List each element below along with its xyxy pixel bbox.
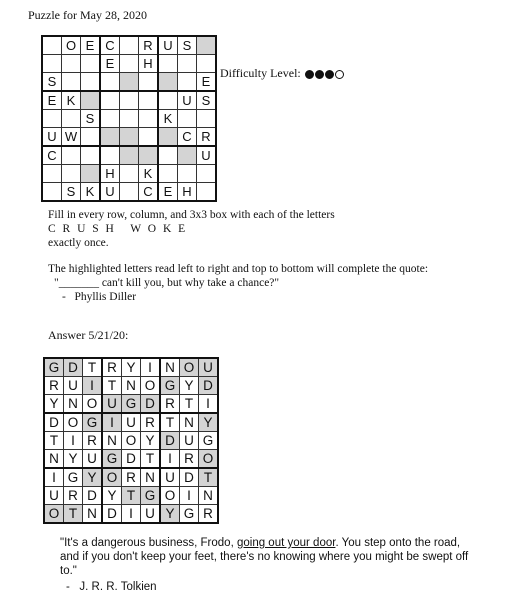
grid-cell: E — [158, 183, 178, 202]
grid-cell: D — [83, 487, 103, 505]
grid-cell: C — [139, 183, 159, 202]
grid-cell: O — [199, 450, 219, 469]
grid-cell: G — [180, 505, 199, 524]
grid-cell: U — [102, 395, 122, 414]
grid-cell: T — [160, 413, 180, 432]
grid-row — [44, 468, 218, 487]
grid-cell — [42, 55, 62, 73]
answer-quote-author: - J. R. R. Tolkien — [66, 581, 157, 593]
grid-row — [44, 413, 218, 432]
answer-title: Answer 5/21/20: — [48, 328, 129, 342]
grid-cell: T — [141, 450, 161, 469]
grid-cell: U — [42, 128, 62, 147]
quote-prompt — [48, 262, 428, 304]
grid-cell: O — [160, 487, 180, 505]
grid-cell — [139, 146, 159, 165]
grid-cell: R — [122, 468, 141, 487]
grid-cell — [120, 55, 139, 73]
grid-cell: Y — [180, 377, 199, 395]
quote-prompt-quote: "_______ can't kill you, but why take a chance?" — [54, 277, 280, 289]
grid-cell: S — [42, 73, 62, 92]
grid-cell: T — [83, 358, 103, 377]
difficulty-level — [220, 66, 344, 81]
grid-cell — [197, 165, 217, 183]
grid-row — [44, 487, 218, 505]
grid-cell: Y — [44, 395, 64, 414]
difficulty-label: Difficulty Level: — [220, 66, 301, 80]
grid-cell — [120, 165, 139, 183]
grid-cell: G — [83, 413, 103, 432]
grid-cell: U — [180, 432, 199, 450]
grid-cell: U — [178, 91, 197, 110]
grid-cell: O — [62, 36, 81, 55]
grid-cell: E — [100, 55, 120, 73]
grid-cell: I — [44, 468, 64, 487]
grid-row — [44, 358, 218, 377]
grid-cell — [158, 128, 178, 147]
grid-cell: U — [64, 377, 83, 395]
answer-quote — [60, 536, 480, 594]
difficulty-dot — [315, 70, 324, 79]
grid-cell: D — [180, 468, 199, 487]
grid-cell: Y — [199, 413, 219, 432]
grid-cell: U — [122, 413, 141, 432]
grid-cell — [178, 110, 197, 128]
grid-cell: G — [199, 432, 219, 450]
grid-cell: N — [160, 358, 180, 377]
grid-cell — [178, 55, 197, 73]
grid-cell — [42, 165, 62, 183]
grid-cell — [100, 128, 120, 147]
grid-row — [42, 128, 216, 147]
grid-cell: R — [102, 358, 122, 377]
grid-cell — [62, 55, 81, 73]
grid-cell — [81, 128, 101, 147]
grid-cell — [158, 91, 178, 110]
grid-cell: H — [178, 183, 197, 202]
grid-cell — [100, 110, 120, 128]
grid-cell: Y — [64, 450, 83, 469]
grid-cell — [81, 91, 101, 110]
grid-cell: T — [199, 468, 219, 487]
grid-cell: R — [139, 36, 159, 55]
grid-cell: C — [42, 146, 62, 165]
grid-cell: G — [141, 487, 161, 505]
grid-cell: U — [83, 450, 103, 469]
grid-cell: I — [83, 377, 103, 395]
answer-quote-underlined: going out your door — [236, 537, 336, 549]
instructions — [48, 208, 335, 250]
grid-cell — [81, 73, 101, 92]
grid-cell: N — [64, 395, 83, 414]
grid-cell — [158, 165, 178, 183]
puzzle-title: Puzzle for May 28, 2020 — [28, 8, 147, 22]
grid-cell: R — [180, 450, 199, 469]
grid-row — [44, 432, 218, 450]
grid-cell: R — [197, 128, 217, 147]
difficulty-dot — [325, 70, 334, 79]
grid-cell — [100, 73, 120, 92]
grid-row — [44, 395, 218, 414]
grid-cell: H — [100, 165, 120, 183]
grid-cell: S — [178, 36, 197, 55]
grid-cell — [139, 91, 159, 110]
grid-cell: Y — [141, 432, 161, 450]
grid-cell: O — [122, 432, 141, 450]
grid-cell: D — [199, 377, 219, 395]
answer-quote-text: . You step onto the road, and if you don't keep your feet, there's no knowing where you might be swept off to." — [60, 537, 469, 577]
instructions-line: Fill in every row, column, and 3x3 box with each of the letters — [48, 209, 335, 221]
grid-cell: U — [100, 183, 120, 202]
grid-cell — [120, 183, 139, 202]
grid-cell: O — [141, 377, 161, 395]
grid-cell: U — [44, 487, 64, 505]
grid-cell — [178, 73, 197, 92]
instructions-line: exactly once. — [48, 237, 109, 249]
grid-cell — [62, 73, 81, 92]
grid-cell: E — [197, 73, 217, 92]
grid-cell: U — [197, 146, 217, 165]
grid-cell: E — [42, 91, 62, 110]
grid-cell — [81, 165, 101, 183]
grid-cell — [158, 146, 178, 165]
grid-cell: U — [160, 468, 180, 487]
grid-cell: D — [102, 505, 122, 524]
grid-cell: T — [102, 377, 122, 395]
grid-cell: K — [62, 91, 81, 110]
answer-quote-text: "It's a dangerous business, Frodo, — [60, 537, 237, 549]
grid-cell — [197, 55, 217, 73]
grid-cell: T — [44, 432, 64, 450]
grid-row — [44, 450, 218, 469]
grid-row — [42, 73, 216, 92]
grid-cell — [197, 110, 217, 128]
grid-row — [44, 505, 218, 524]
grid-cell — [120, 36, 139, 55]
grid-cell: O — [83, 395, 103, 414]
grid-cell: O — [64, 413, 83, 432]
difficulty-dot — [305, 70, 314, 79]
grid-cell: R — [141, 413, 161, 432]
grid-cell: Y — [102, 487, 122, 505]
grid-cell — [100, 146, 120, 165]
grid-cell: I — [199, 395, 219, 414]
grid-row — [42, 146, 216, 165]
grid-cell: R — [64, 487, 83, 505]
grid-cell: C — [178, 128, 197, 147]
grid-cell — [120, 110, 139, 128]
grid-cell — [42, 110, 62, 128]
grid-cell — [81, 146, 101, 165]
grid-cell — [178, 165, 197, 183]
difficulty-dot — [335, 70, 344, 79]
grid-cell — [197, 183, 217, 202]
grid-cell: K — [158, 110, 178, 128]
grid-cell: N — [122, 377, 141, 395]
grid-cell: N — [83, 505, 103, 524]
grid-cell — [42, 183, 62, 202]
grid-cell — [62, 165, 81, 183]
grid-cell: D — [64, 358, 83, 377]
grid-cell — [62, 110, 81, 128]
grid-cell — [158, 55, 178, 73]
grid-cell — [178, 146, 197, 165]
grid-cell — [120, 146, 139, 165]
grid-row — [42, 165, 216, 183]
grid-row — [42, 91, 216, 110]
grid-cell — [120, 91, 139, 110]
grid-cell: I — [64, 432, 83, 450]
grid-cell — [100, 91, 120, 110]
grid-cell: S — [197, 91, 217, 110]
difficulty-dots — [304, 66, 344, 80]
grid-cell: Y — [83, 468, 103, 487]
grid-row — [42, 55, 216, 73]
puzzle-grid — [41, 35, 217, 202]
grid-cell: G — [122, 395, 141, 414]
grid-cell: K — [81, 183, 101, 202]
grid-cell: S — [81, 110, 101, 128]
grid-cell — [62, 146, 81, 165]
grid-cell: G — [44, 358, 64, 377]
grid-cell — [139, 110, 159, 128]
grid-cell: O — [102, 468, 122, 487]
grid-cell: N — [199, 487, 219, 505]
grid-cell: G — [160, 377, 180, 395]
grid-cell: O — [180, 358, 199, 377]
grid-cell — [42, 36, 62, 55]
grid-cell — [139, 128, 159, 147]
grid-cell: Y — [160, 505, 180, 524]
grid-cell: I — [160, 450, 180, 469]
grid-cell: T — [180, 395, 199, 414]
grid-cell: U — [199, 358, 219, 377]
grid-cell: I — [122, 505, 141, 524]
grid-cell: G — [102, 450, 122, 469]
grid-row — [42, 36, 216, 55]
grid-cell — [81, 55, 101, 73]
grid-cell: I — [141, 358, 161, 377]
grid-cell: G — [64, 468, 83, 487]
grid-cell: R — [160, 395, 180, 414]
grid-cell: D — [122, 450, 141, 469]
grid-cell: S — [62, 183, 81, 202]
grid-cell — [120, 128, 139, 147]
grid-cell: C — [100, 36, 120, 55]
grid-cell — [158, 73, 178, 92]
grid-cell: W — [62, 128, 81, 147]
grid-cell: N — [180, 413, 199, 432]
grid-cell: T — [64, 505, 83, 524]
grid-cell — [139, 73, 159, 92]
grid-cell: N — [102, 432, 122, 450]
grid-cell: I — [102, 413, 122, 432]
grid-cell: D — [44, 413, 64, 432]
quote-prompt-author: - Phyllis Diller — [62, 291, 137, 303]
grid-cell: D — [141, 395, 161, 414]
grid-cell: T — [122, 487, 141, 505]
grid-cell: H — [139, 55, 159, 73]
grid-cell: R — [199, 505, 219, 524]
grid-cell — [197, 36, 217, 55]
grid-cell: U — [141, 505, 161, 524]
grid-cell: E — [81, 36, 101, 55]
grid-cell: D — [160, 432, 180, 450]
grid-row — [42, 110, 216, 128]
grid-cell: K — [139, 165, 159, 183]
instructions-letters: C R U S H W O K E — [48, 223, 188, 235]
answer-grid — [43, 357, 219, 524]
grid-cell: U — [158, 36, 178, 55]
grid-row — [44, 377, 218, 395]
grid-row — [42, 183, 216, 202]
grid-cell: O — [44, 505, 64, 524]
grid-cell: R — [83, 432, 103, 450]
grid-cell: N — [141, 468, 161, 487]
grid-cell: R — [44, 377, 64, 395]
grid-cell: Y — [122, 358, 141, 377]
grid-cell: N — [44, 450, 64, 469]
grid-cell: I — [180, 487, 199, 505]
grid-cell — [120, 73, 139, 92]
quote-prompt-line: The highlighted letters read left to right and top to bottom will complete the quote: — [48, 263, 429, 275]
